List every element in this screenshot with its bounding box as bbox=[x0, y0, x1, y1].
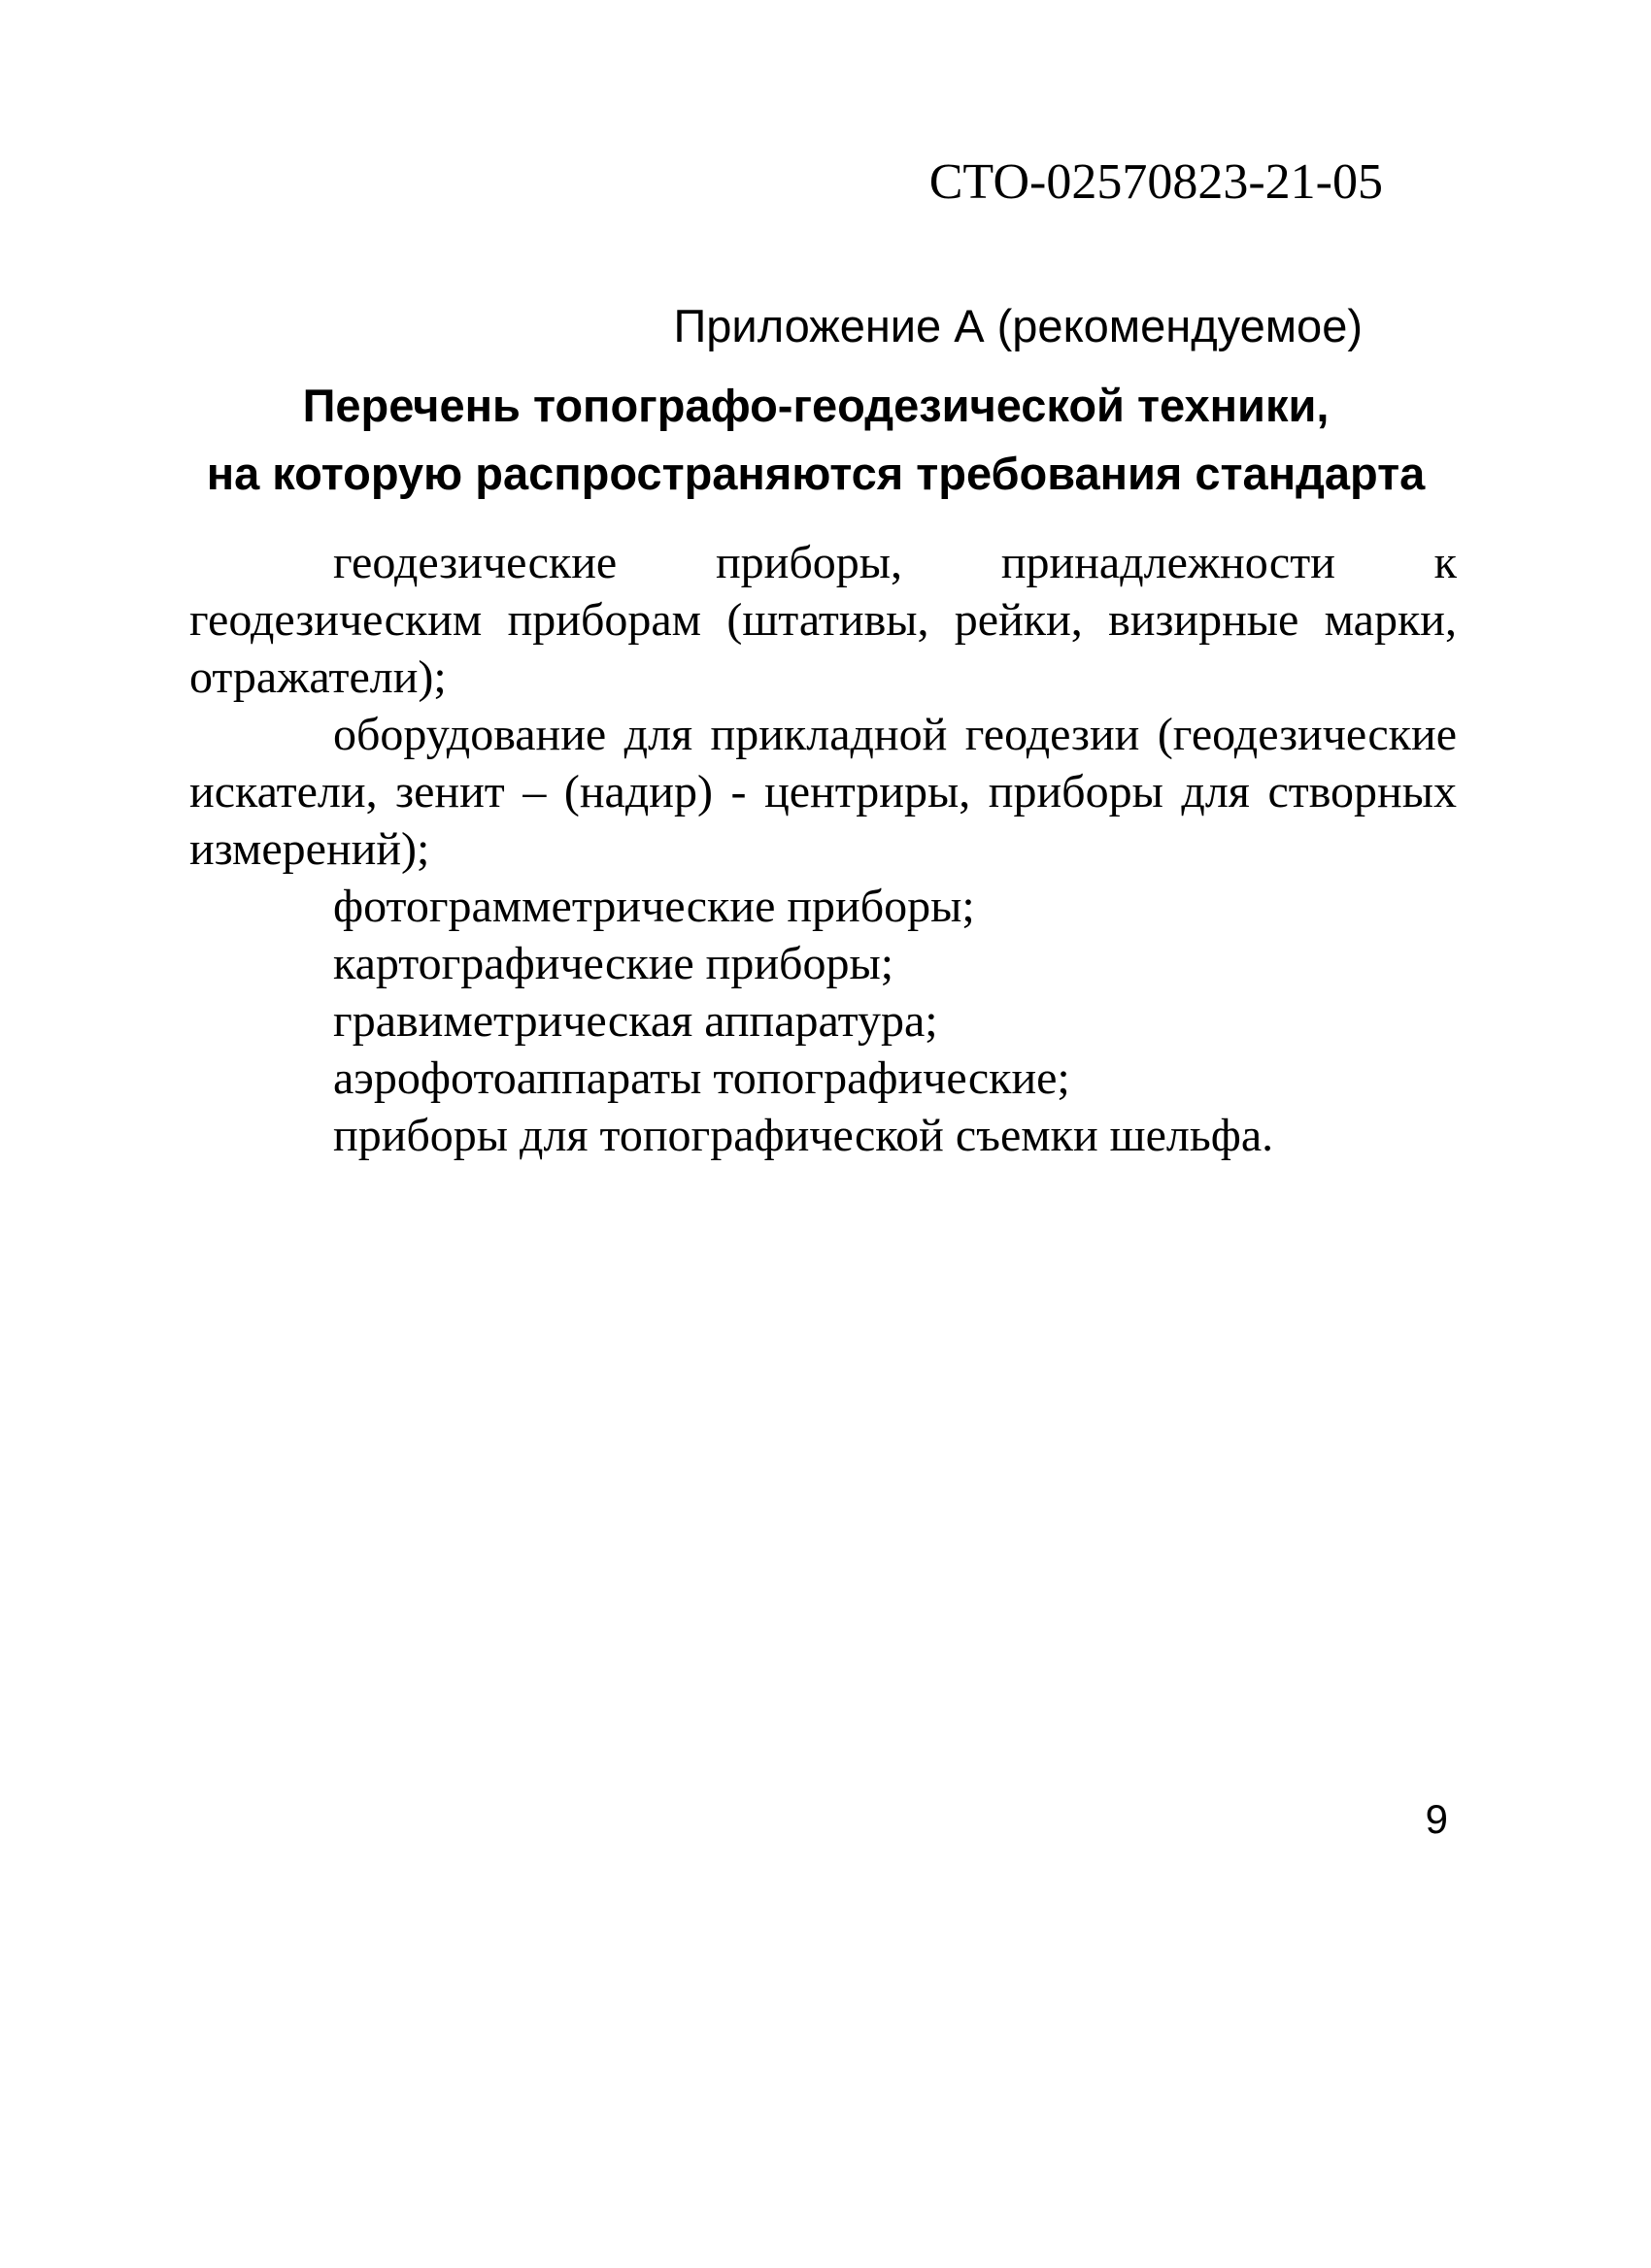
list-item: гравиметрическая аппаратура; bbox=[333, 995, 938, 1047]
list-item: приборы для топографической съемки шельфа. bbox=[333, 1110, 1274, 1161]
document-code: СТО-02570823-21-05 bbox=[928, 154, 1383, 210]
paragraph-geodetic-instruments: геодезические приборы, принадлежности к геодезическим приборам (штативы, рейки, визирные марки, отражатели); bbox=[189, 537, 1457, 703]
body-text bbox=[189, 534, 1457, 1164]
title-line-2: на которую распространяются требования стандарта bbox=[206, 448, 1426, 499]
list-item: фотограмметрические приборы; bbox=[333, 881, 975, 932]
paragraph-applied-geodesy-equipment: оборудование для прикладной геодезии (геодезические искатели, зенит – (надир) - центриры, приборы для створных измерений); bbox=[189, 709, 1457, 875]
title-line-1: Перечень топографо-геодезической техники, bbox=[302, 380, 1330, 431]
appendix-label: Приложение А (рекомендуемое) bbox=[673, 300, 1363, 351]
list-item: картографические приборы; bbox=[333, 938, 894, 989]
page-number: 9 bbox=[1425, 1796, 1448, 1842]
list-item: аэрофотоаппараты топографические; bbox=[333, 1052, 1070, 1104]
page-title bbox=[185, 372, 1447, 508]
